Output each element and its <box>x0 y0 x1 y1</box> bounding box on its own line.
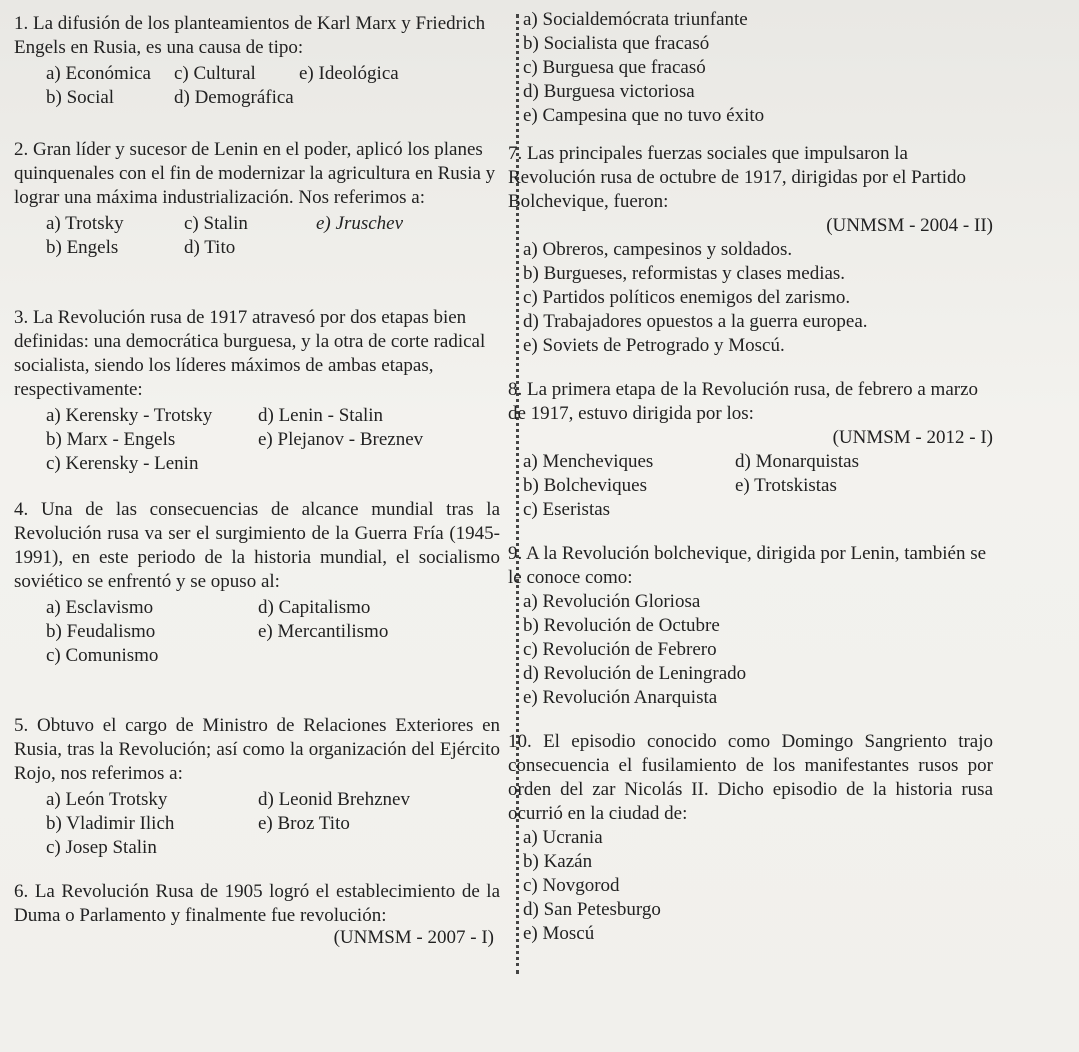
option[interactable]: d) Revolución de Leningrado <box>523 663 747 684</box>
option[interactable]: b) Feudalismo <box>46 621 156 642</box>
option[interactable]: a) Kerensky - Trotsky <box>46 405 213 426</box>
option[interactable]: a) Esclavismo <box>46 597 154 618</box>
option[interactable]: e) Moscú <box>523 923 595 944</box>
option[interactable]: c) Comunismo <box>46 645 159 666</box>
question-stem: 8. La primera etapa de la Revolución rusa, de febrero a marzo de 1917, estuvo dirigida por los: <box>508 379 979 424</box>
question-1 <box>14 12 500 110</box>
option[interactable]: d) San Petesburgo <box>523 899 661 920</box>
option[interactable]: c) Josep Stalin <box>46 837 157 858</box>
option[interactable]: b) Revolución de Octubre <box>523 615 720 636</box>
question-stem: 1. La difusión de los planteamientos de Karl Marx y Friedrich Engels en Rusia, es una causa de tipo: <box>14 13 486 58</box>
option[interactable]: d) Leonid Brehznev <box>258 789 410 810</box>
option[interactable]: e) Plejanov - Breznev <box>258 429 424 450</box>
option[interactable]: d) Monarquistas <box>735 451 860 472</box>
question-stem: 7. Las principales fuerzas sociales que impulsaron la Revolución rusa de octubre de 1917, dirigidas por el Partido Bolchevique, fueron: <box>508 143 967 212</box>
option[interactable]: d) Lenin - Stalin <box>258 405 384 426</box>
option[interactable]: d) Capitalismo <box>258 597 371 618</box>
question-5 <box>14 714 500 860</box>
question-6 <box>14 880 500 950</box>
option[interactable]: b) Marx - Engels <box>46 429 176 450</box>
option-list <box>14 212 500 260</box>
option[interactable]: b) Social <box>46 87 115 108</box>
question-stem: 9. A la Revolución bolchevique, dirigida por Lenin, también se le conoce como: <box>508 543 987 588</box>
question-2 <box>14 138 500 260</box>
option[interactable]: d) Trabajadores opuestos a la guerra europea. <box>523 311 868 332</box>
option-list <box>14 62 500 110</box>
option[interactable]: a) Ucrania <box>523 827 603 848</box>
option-list <box>14 596 500 668</box>
question-3 <box>14 306 500 476</box>
option[interactable]: c) Novgorod <box>523 875 620 896</box>
question-8 <box>508 378 993 522</box>
option[interactable]: e) Jruschev <box>316 213 404 234</box>
option-list <box>508 826 993 946</box>
option[interactable]: b) Socialista que fracasó <box>523 33 710 54</box>
exam-source: (UNMSM - 2004 - II) <box>826 215 993 236</box>
question-9 <box>508 542 993 710</box>
option[interactable]: e) Campesina que no tuvo éxito <box>523 105 765 126</box>
option[interactable]: c) Revolución de Febrero <box>523 639 717 660</box>
exam-source: (UNMSM - 2007 - I) <box>333 927 494 948</box>
option[interactable]: a) Socialdemócrata triunfante <box>523 9 748 30</box>
exam-source: (UNMSM - 2012 - I) <box>832 427 993 448</box>
option[interactable]: a) Revolución Gloriosa <box>523 591 701 612</box>
option-list <box>508 238 993 358</box>
option[interactable]: c) Burguesa que fracasó <box>523 57 706 78</box>
option[interactable]: c) Stalin <box>184 213 248 234</box>
option[interactable]: b) Bolcheviques <box>523 475 648 496</box>
question-stem: 10. El episodio conocido como Domingo Sangriento trajo consecuencia el fusilamiento de los manifestantes rusos por orden del zar Nicolás II. Dicho episodio de la historia rusa ocurrió en la ciudad de: <box>508 731 994 824</box>
option-list <box>14 788 500 860</box>
option[interactable]: a) Trotsky <box>46 213 124 234</box>
option[interactable]: c) Partidos políticos enemigos del zarismo. <box>523 287 851 308</box>
question-stem: 2. Gran líder y sucesor de Lenin en el poder, aplicó los planes quinquenales con el fin de modernizar la agricultura en Rusia y lograr una máxima industrialización. Nos referimos a: <box>14 139 496 208</box>
option[interactable]: e) Soviets de Petrogrado y Moscú. <box>523 335 785 356</box>
option[interactable]: a) Obreros, campesinos y soldados. <box>523 239 793 260</box>
option[interactable]: d) Burguesa victoriosa <box>523 81 695 102</box>
option[interactable]: a) León Trotsky <box>46 789 168 810</box>
option-list <box>508 450 993 522</box>
option[interactable]: e) Broz Tito <box>258 813 350 834</box>
question-4 <box>14 498 500 668</box>
option[interactable]: c) Kerensky - Lenin <box>46 453 199 474</box>
option[interactable]: b) Kazán <box>523 851 593 872</box>
question-stem: 6. La Revolución Rusa de 1905 logró el establecimiento de la Duma o Parlamento y finalmente fue revolución: <box>14 881 501 926</box>
option[interactable]: e) Ideológica <box>299 63 399 84</box>
option[interactable]: a) Económica <box>46 63 151 84</box>
question-stem: 4. Una de las consecuencias de alcance mundial tras la Revolución rusa va ser el surgimiento de la Guerra Fría (1945-1991), en este periodo de la historia mundial, el socialismo soviético se enfrentó y se opuso al: <box>14 499 501 592</box>
question-10 <box>508 730 993 946</box>
option[interactable]: e) Trotskistas <box>735 475 837 496</box>
option[interactable]: a) Mencheviques <box>523 451 654 472</box>
option[interactable]: c) Cultural <box>174 63 256 84</box>
option[interactable]: b) Vladimir Ilich <box>46 813 175 834</box>
question-stem: 3. La Revolución rusa de 1917 atravesó por dos etapas bien definidas: una democrática burguesa, y la otra de corte radical socialista, siendo los líderes máximos de ambas etapas, respectivamente: <box>14 307 486 400</box>
option[interactable]: d) Demográfica <box>174 87 294 108</box>
option[interactable]: e) Mercantilismo <box>258 621 389 642</box>
question-stem: 5. Obtuvo el cargo de Ministro de Relaciones Exteriores en Rusia, tras la Revolución; así como la organización del Ejército Rojo, nos referimos a: <box>14 715 501 784</box>
option[interactable]: d) Tito <box>184 237 236 258</box>
option[interactable]: e) Revolución Anarquista <box>523 687 718 708</box>
option-list <box>508 590 993 710</box>
question-6-options <box>523 8 993 128</box>
option[interactable]: b) Engels <box>46 237 119 258</box>
option-list <box>14 404 500 476</box>
option[interactable]: b) Burgueses, reformistas y clases medias. <box>523 263 846 284</box>
option[interactable]: c) Eseristas <box>523 499 611 520</box>
question-7 <box>508 142 993 358</box>
